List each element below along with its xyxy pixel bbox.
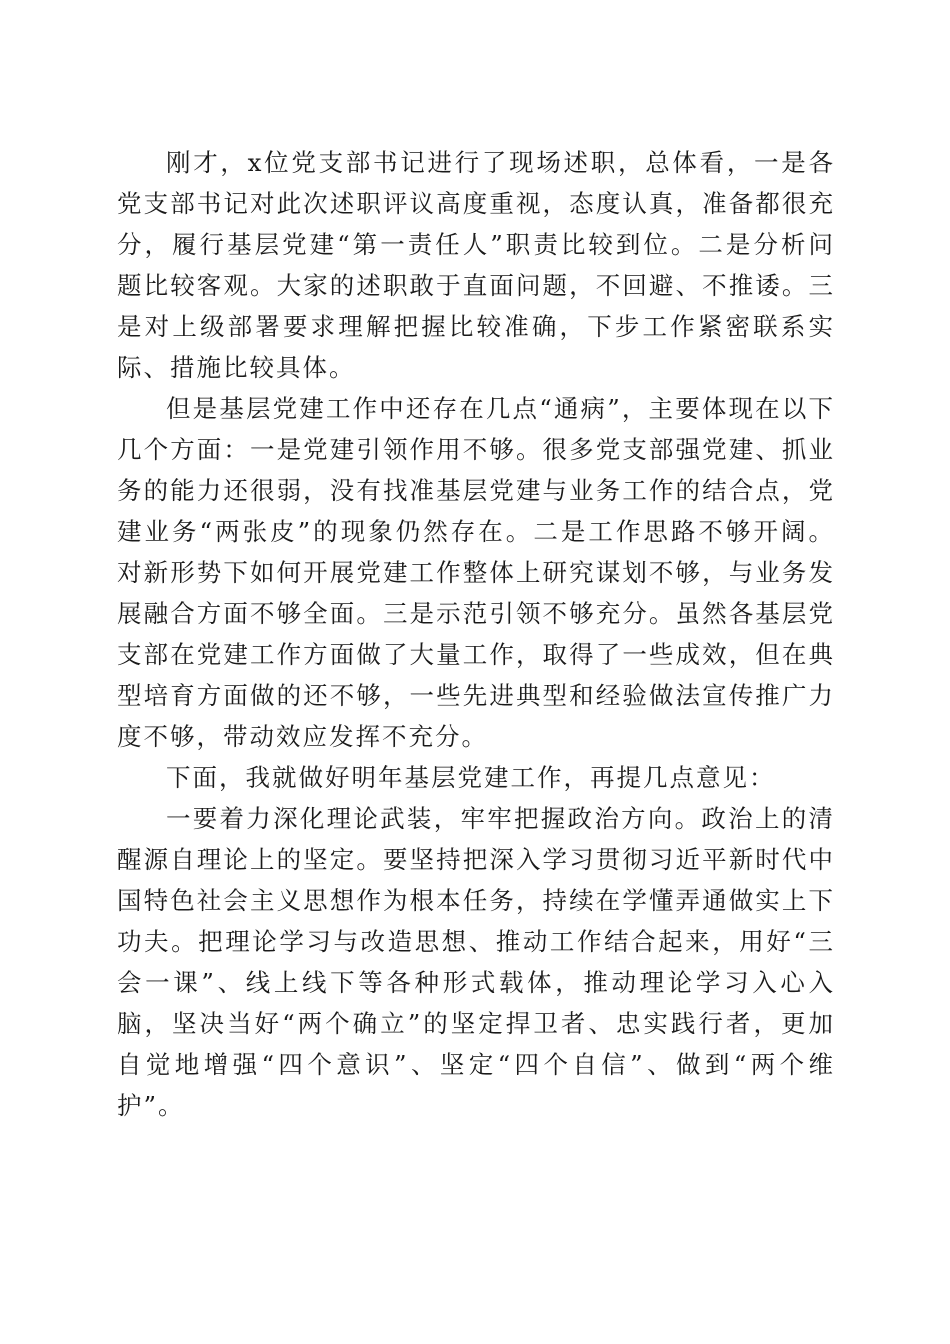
paragraph-opinions-intro: 下面，我就做好明年基层党建工作，再提几点意见： xyxy=(166,763,776,792)
paragraph-report-summary: 刚才，x位党支部书记进行了现场述职，总体看，一是各党支部书记对此次述职评议高度重视，态度认真，准备都很充分，履行基层党建“第一责任人”职责比较到位。二是分析问题比较客观。大家的述职敢于直面问题，不回避、不推诿。三是对上级部署要求理解把握比较准确，下步工作紧密联系实际、措施比较具体。 xyxy=(117,148,835,382)
paragraph-theory-armament: 一要着力深化理论武装，牢牢把握政治方向。政治上的清醒源自理论上的坚定。要坚持把深入学习贯彻习近平新时代中国特色社会主义思想作为根本任务，持续在学懂弄通做实上下功夫。把理论学习与改造思想、推动工作结合起来，用好“三会一课”、线上线下等各种形式载体，推动理论学习入心入脑，坚决当好“两个确立”的坚定捍卫者、忠实践行者，更加自觉地增强“四个意识”、坚定“四个自信”、做到“两个维护”。 xyxy=(117,804,835,1120)
document-body xyxy=(117,142,835,1126)
paragraph-common-problems: 但是基层党建工作中还存在几点“通病”，主要体现在以下几个方面：一是党建引领作用不够。很多党支部强党建、抓业务的能力还很弱，没有找准基层党建与业务工作的结合点，党建业务“两张皮”的现象仍然存在。二是工作思路不够开阔。对新形势下如何开展党建工作整体上研究谋划不够，与业务发展融合方面不够全面。三是示范引领不够充分。虽然各基层党支部在党建工作方面做了大量工作，取得了一些成效，但在典型培育方面做的还不够，一些先进典型和经验做法宣传推广力度不够，带动效应发挥不充分。 xyxy=(117,394,835,751)
